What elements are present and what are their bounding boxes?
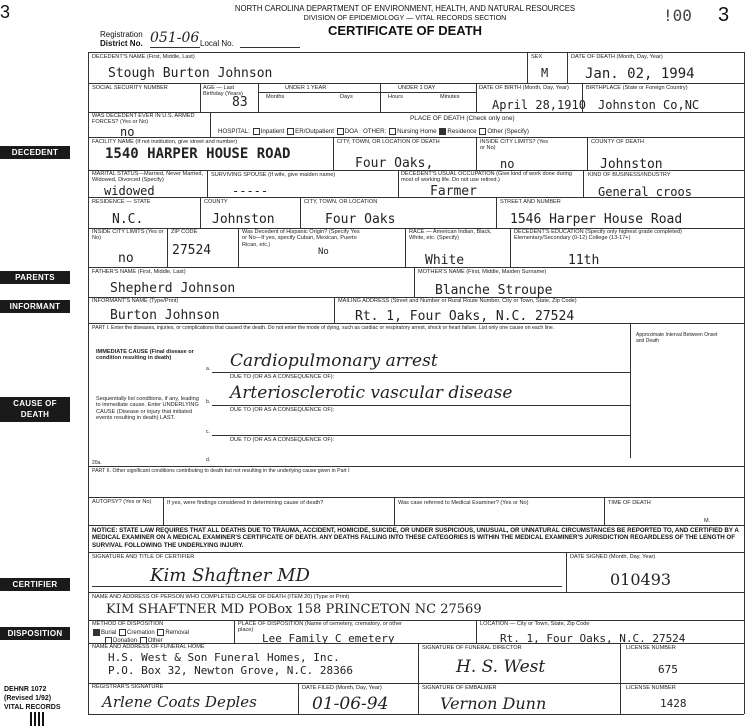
informant-name-value: Burton Johnson <box>110 308 220 323</box>
disposition-location-label: LOCATION — City or Town, State, Zip Code <box>480 621 590 627</box>
section-informant: INFORMANT <box>0 300 70 313</box>
removal-checkbox[interactable] <box>157 629 164 636</box>
method-label: METHOD OF DISPOSITION <box>92 621 164 627</box>
method-options-2: Donation Other <box>104 637 163 644</box>
industry-value: General croos <box>598 185 692 199</box>
mother-name-value: Blanche Stroupe <box>435 283 553 298</box>
place-disposition-label: PLACE OF DISPOSITION (Name of cemetery, crematory, or other place) <box>238 621 402 634</box>
residence-city-value: Four Oaks <box>325 212 396 227</box>
industry-label: KIND OF BUSINESS/INDUSTRY <box>588 172 671 178</box>
date-of-death-label: DATE OF DEATH (Month, Day, Year) <box>571 54 663 60</box>
part1-instructions: PART I. Enter the diseases, injuries, or complications that caused the death. Do not enter the mode of dying, such as cardiac or respiratory arrest, shock or heart failure. List only one cause on each line. <box>92 325 555 331</box>
residence-city-label: CITY, TOWN, OR LOCATION <box>304 199 378 205</box>
months-label: Months <box>266 94 285 100</box>
certifier-address-label: NAME AND ADDRESS OF PERSON WHO COMPLETED CAUSE OF DEATH (ITEM 20) (Type or Print) <box>92 594 350 600</box>
sequential-conditions-label: Sequentially list conditions, if any, leading to immediate cause. Enter UNDERLYING CAUSE (Disease or injury that initiated events resulting in death) LAST. <box>96 396 199 422</box>
education-value: 11th <box>568 253 600 268</box>
section-certifier: CERTIFIER <box>0 578 70 591</box>
age-label: AGE — Last Birthday (Years) <box>203 85 243 98</box>
hospital-options: HOSPITAL: Inpatient ER/Outpatient DOA OTHER: Nursing Home Residence Other (Specify) <box>218 128 529 136</box>
signature-title-label: SIGNATURE AND TITLE OF CERTIFIER <box>92 554 195 560</box>
date-of-birth-value: April 28,1910 <box>492 98 586 112</box>
date-of-death-value: Jan. 02, 1994 <box>585 66 695 82</box>
method-options-1: Burial Cremation Removal <box>92 629 189 636</box>
inpatient-checkbox[interactable] <box>253 128 260 135</box>
inside-city-value: no <box>500 157 515 171</box>
corner-mark: 3 <box>0 2 11 22</box>
days-label: Days <box>340 94 353 100</box>
father-name-label: FATHER'S NAME (First, Middle, Last) <box>92 269 186 275</box>
city-of-death-value: Four Oaks, <box>355 156 434 171</box>
license-number-2-label: LICENSE NUMBER <box>626 685 676 691</box>
autopsy-findings-label: If yes, were findings considered in determining cause of death? <box>167 500 324 506</box>
mailing-address-value: Rt. 1, Four Oaks, N.C. 27524 <box>355 309 575 324</box>
birthplace-value: Johnston Co,NC <box>598 98 700 112</box>
autopsy-label: AUTOPSY? (Yes or No) <box>92 499 152 505</box>
date-filed-label: DATE FILED (Month, Day, Year) <box>302 685 382 691</box>
er-checkbox[interactable] <box>287 128 294 135</box>
registration-label: Registration <box>100 30 143 39</box>
date-of-birth-label: DATE OF BIRTH (Month, Day, Year) <box>479 85 569 91</box>
marital-status-value: widowed <box>104 184 155 198</box>
county-of-death-value: Johnston <box>600 157 663 172</box>
street-value: 1546 Harper House Road <box>510 212 683 227</box>
date-filed-value: 01-06-94 <box>312 694 389 714</box>
ssn-label: SOCIAL SECURITY NUMBER <box>92 85 168 91</box>
time-suffix: M. <box>704 518 711 524</box>
certifier-address-value: KIM SHAFTNER MD POBox 158 PRINCETON NC 27569 <box>106 602 482 617</box>
funeral-home-label: NAME AND ADDRESS OF FUNERAL HOME <box>92 644 205 650</box>
birthplace-label: BIRTHPLACE (State or Foreign Country) <box>586 85 688 91</box>
part2-label: PART II. Other significant conditions contributing to death but not resulting in the underlying cause given in Part I <box>92 468 350 474</box>
sex-value: M <box>541 66 549 80</box>
minutes-label: Minutes <box>440 94 460 100</box>
section-cause-of-death: CAUSE OF DEATH <box>0 397 70 422</box>
race-label: RACE — American Indian, Black, White, etc. (Specify) <box>409 229 492 242</box>
residence-county-label: COUNTY <box>204 199 228 205</box>
surviving-spouse-label: SURVIVING SPOUSE (If wife, give maiden name) <box>211 172 336 178</box>
certifier-signature: Kim Shaftner MD <box>150 565 310 586</box>
license-number-label: LICENSE NUMBER <box>626 645 676 651</box>
cremation-checkbox[interactable] <box>119 629 126 636</box>
nursing-home-checkbox[interactable] <box>389 128 396 135</box>
funeral-home-line2: P.O. Box 32, Newton Grove, N.C. 28366 <box>108 664 354 677</box>
header-department: NORTH CAROLINA DEPARTMENT OF ENVIRONMENT, HEALTH, AND NATURAL RESOURCES <box>234 4 576 13</box>
hospital-label: HOSPITAL: <box>218 128 250 136</box>
registrar-signature-label: REGISTRAR'S SIGNATURE <box>92 684 164 690</box>
race-value: White <box>425 253 465 268</box>
section-parents: PARENTS <box>0 271 70 284</box>
local-no-label: Local No. <box>200 39 234 48</box>
residence-checkbox[interactable] <box>439 128 446 135</box>
funeral-director-signature: H. S. West <box>456 657 546 677</box>
due-to-b-label: DUE TO (OR AS A CONSEQUENCE OF): <box>230 407 335 413</box>
age-value: 83 <box>232 95 248 110</box>
county-of-death-label: COUNTY OF DEATH <box>591 139 644 145</box>
armed-forces-value: no <box>120 125 135 139</box>
marital-status-label: MARITAL STATUS—Married, Never Married, Widowed, Divorced (Specify) <box>92 171 204 184</box>
hispanic-origin-value: No <box>318 247 329 257</box>
place-of-death-label: PLACE OF DEATH (Check only one) <box>410 115 515 122</box>
decedent-name: Stough Burton Johnson <box>108 66 273 81</box>
license-number-value: 675 <box>658 663 678 676</box>
license-number-2-value: 1428 <box>660 697 687 710</box>
hours-label: Hours <box>388 94 403 100</box>
zip-value: 27524 <box>172 243 212 258</box>
date-signed-value: 010493 <box>610 570 672 589</box>
cause-b-value: Arteriosclerotic vascular disease <box>230 383 513 403</box>
father-name-value: Shepherd Johnson <box>110 281 236 296</box>
section-decedent: DECEDENT <box>0 146 70 159</box>
name-label: DECEDENT'S NAME (First, Middle, Last) <box>92 54 195 60</box>
occupation-label: DECEDENT'S USUAL OCCUPATION (Give kind of work done during most of working life. Do not use retired.) <box>401 171 573 184</box>
form-number: DEHNR 1072 <box>4 686 47 693</box>
funeral-director-label: SIGNATURE OF FUNERAL DIRECTOR <box>422 645 522 651</box>
city-of-death-label: CITY, TOWN, OR LOCATION OF DEATH <box>337 139 440 145</box>
surviving-spouse-value: ----- <box>232 184 269 198</box>
time-of-death-label: TIME OF DEATH <box>608 500 651 506</box>
form-revised: (Revised 1/92) <box>4 695 52 702</box>
residence-county-value: Johnston <box>212 212 275 227</box>
registrar-signature: Arlene Coats Deples <box>102 693 257 711</box>
funeral-home-line1: H.S. West & Son Funeral Homes, Inc. <box>108 651 340 664</box>
hispanic-origin-label: Was Decedent of Hispanic Origin? (Specify Yes or No—If yes, specify Cuban, Mexican, Puerto Rican, etc.) <box>242 229 360 248</box>
sex-label: SEX <box>531 54 543 60</box>
header-right-number: 3 <box>718 4 730 26</box>
mailing-address-label: MAILING ADDRESS (Street and Number or Rural Route Number, City or Town, State, Zip Code) <box>338 298 577 304</box>
immediate-cause-label: IMMEDIATE CAUSE (Final disease or condition resulting in death) <box>96 349 194 362</box>
section-disposition: DISPOSITION <box>0 627 70 640</box>
disposition-location-value: Rt. 1, Four Oaks, N.C. 27524 <box>500 632 686 645</box>
occupation-value: Farmer <box>430 184 477 199</box>
due-to-a-label: DUE TO (OR AS A CONSEQUENCE OF): <box>230 374 335 380</box>
date-signed-label: DATE SIGNED (Month, Day, Year) <box>570 554 656 560</box>
header-right-code: !00 <box>663 6 692 25</box>
street-label: STREET AND NUMBER <box>500 199 561 205</box>
facility-label: FACILITY NAME (If not institution, give street and number) <box>92 139 238 145</box>
notice-text: NOTICE: STATE LAW REQUIRES THAT ALL DEATHS DUE TO TRAUMA, ACCIDENT, HOMICIDE, SUICIDE, OR UNDER SUSPICIOUS, UNUSUAL, OR UNNATURAL CIRCUMSTANCES BE REPORTED TO, AND CERTIFIED BY A MEDICAL EXAMINER ON A MEDICAL EXAMINER'S CERTIFICATE OF DEATH. ANY DEATHS FALLING INTO THESE CATEGORIES IS WITHIN THE MEDICAL EXAMINER'S JURISDICTION REGARDLESS OF THE LENGTH OF SURVIVAL FOLLOWING THE UNDERLYING INJURY. <box>92 527 739 549</box>
informant-name-label: INFORMANT'S NAME (Type/Print) <box>92 298 179 304</box>
cause-a-value: Cardiopulmonary arrest <box>230 351 438 371</box>
doa-checkbox[interactable] <box>337 128 344 135</box>
inside-city-limits-label: INSIDE CITY LIMITS (Yes or No) <box>92 229 164 242</box>
interval-label: Approximate Interval Between Onset and Death <box>636 332 718 345</box>
burial-checkbox[interactable] <box>93 629 100 636</box>
header-division: DIVISION OF EPIDEMIOLOGY — VITAL RECORDS SECTION <box>303 13 507 22</box>
district-number: 051-06 <box>150 30 200 46</box>
inside-city-limits-value: no <box>118 251 134 266</box>
armed-forces-label: WAS DECEDENT EVER IN U.S. ARMED FORCES? (Yes or No) <box>92 113 195 126</box>
education-label: DECEDENT'S EDUCATION (Specify only highest grade completed) Elementary/Secondary (0-12) College (13-17+) <box>514 229 682 242</box>
embalmer-signature: Vernon Dunn <box>440 694 547 713</box>
other-checkbox[interactable] <box>479 128 486 135</box>
under-1-day-label: UNDER 1 DAY <box>398 85 436 91</box>
facility-value: 1540 HARPER HOUSE ROAD <box>105 146 291 162</box>
place-disposition-value: Lee Family C emetery <box>262 632 395 645</box>
district-label: District No. <box>100 39 143 48</box>
embalmer-signature-label: SIGNATURE OF EMBALMER <box>422 685 497 691</box>
barcode-marks <box>30 712 44 726</box>
me-referred-label: Was case referred to Medical Examiner? (Yes or No) <box>398 500 529 506</box>
inside-city-label: INSIDE CITY LIMITS? (Yes or No) <box>480 139 549 152</box>
due-to-c-label: DUE TO (OR AS A CONSEQUENCE OF): <box>230 437 335 443</box>
residence-state-label: RESIDENCE — STATE <box>92 199 151 205</box>
vital-records-label: VITAL RECORDS <box>4 704 61 711</box>
residence-state-value: N.C. <box>112 212 144 227</box>
certificate-title: CERTIFICATE OF DEATH <box>327 23 483 38</box>
under-1-year-label: UNDER 1 YEAR <box>285 85 327 91</box>
zip-label: ZIP CODE <box>171 229 198 235</box>
mother-name-label: MOTHER'S NAME (First, Middle, Maiden Surname) <box>418 269 547 275</box>
